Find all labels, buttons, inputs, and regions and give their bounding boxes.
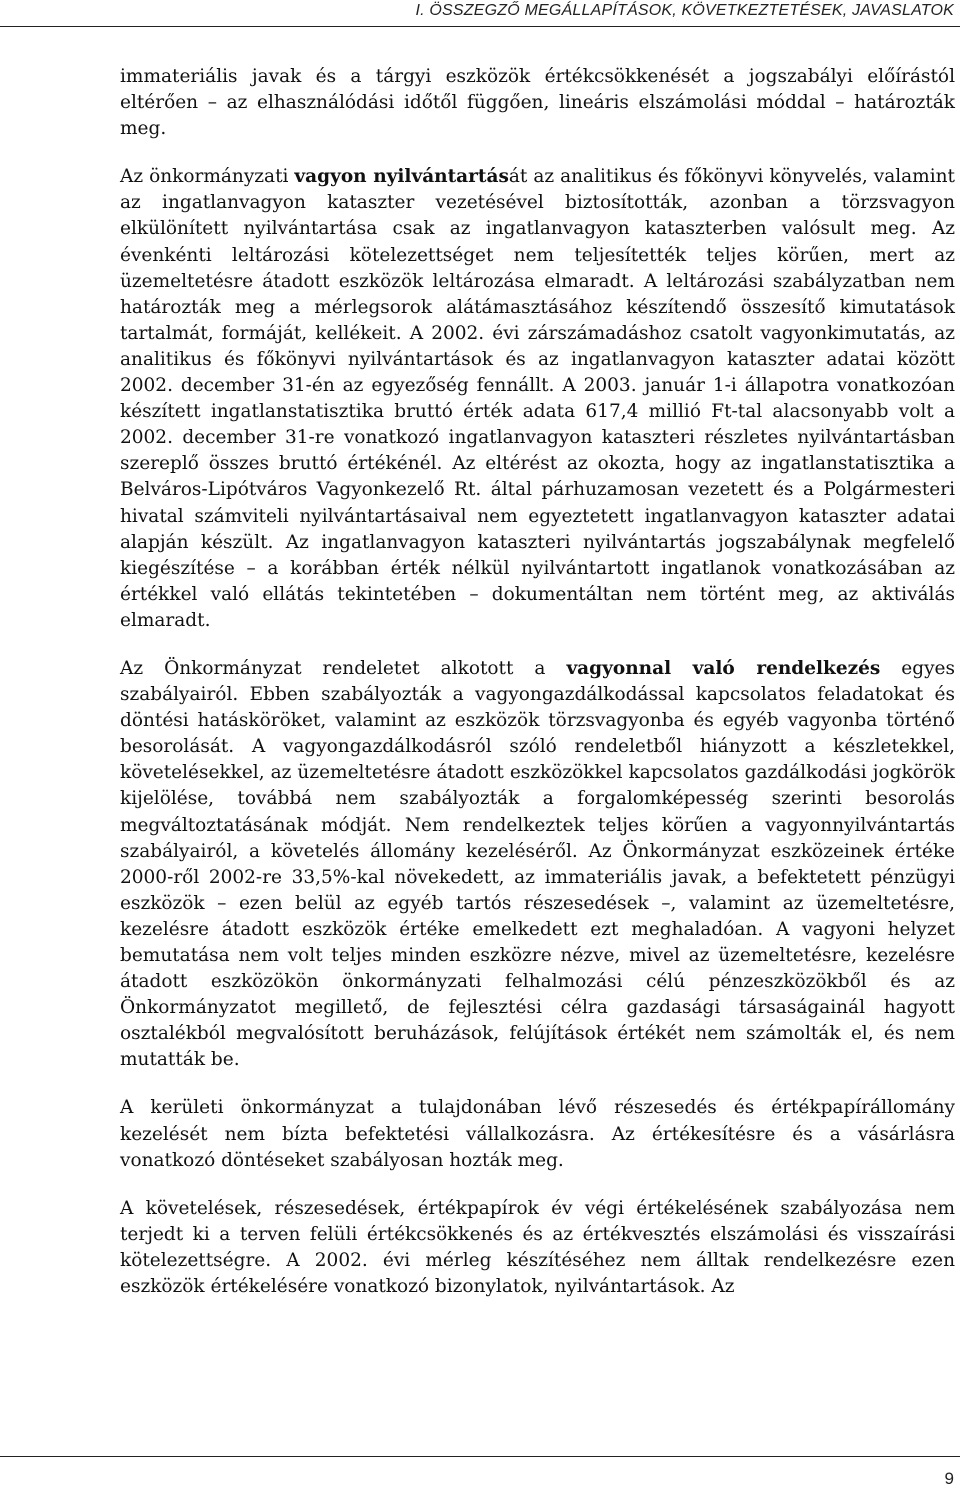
paragraph-3	[120, 656, 955, 1074]
paragraph-2-emphasis: vagyon nyilvántartás	[294, 166, 509, 188]
paragraph-2	[120, 164, 955, 634]
paragraph-2-body: át az analitikus és főkönyvi könyvelés, valamint az ingatlanvagyon kataszter vezetésével biztosították, azonban a törzsvagyon elkülönített nyilvántartása csak az ingatlanvagyon kataszterben valósult meg. Az évenkénti leltározási kötelezettséget nem teljesítették teljes körűen, mert az üzemeltetésre átadott eszközök leltározása elmaradt. A leltározási szabályzatban nem határozták meg a mérlegsorok alátámasztásához készítendő összesítő kimutatások tartalmát, formáját, kellékeit. A 2002. évi zárszámadáshoz csatolt vagyonkimutatás, az analitikus és főkönyvi nyilvántartások és az ingatlanvagyon kataszter adatai között 2002. december 31-én az egyezőség fennállt. A 2003. január 1-i állapotra vonatkozóan készített ingatlanstatisztika bruttó érték adata 617,4 millió Ft-tal alacsonyabb volt a 2002. december 31-re vonatkozó ingatlanvagyon kataszteri részletes nyilvántartásban szereplő összes bruttó értékénél. Az eltérést az okozta, hogy az ingatlanstatisztika a Belváros-Lipótváros Vagyonkezelő Rt. által párhuzamosan vezetett és a Polgármesteri hivatal számviteli nyilvántartásaival nem egyeztetett ingatlanvagyon kataszter adatai alapján készült. Az ingatlanvagyon kataszteri nyilvántartás jogszabálynak megfelelő kiegészítése – a korábban érték nélkül nyilvántartott ingatlanok vonatkozásában az értékkel való ellátás tekintetében – dokumentáltan nem történt meg, az aktiválás elmaradt.	[120, 166, 955, 631]
page-number: 9	[944, 1469, 954, 1488]
paragraph-3-emphasis: vagyonnal való rendelkezés	[566, 657, 881, 679]
paragraph-3-intro: Az Önkormányzat rendeletet alkotott a	[120, 657, 567, 679]
running-header: I. ÖSSZEGZŐ MEGÁLLAPÍTÁSOK, KÖVETKEZTETÉSEK, JAVASLATOK	[415, 2, 954, 19]
paragraph-4: A kerületi önkormányzat a tulajdonában lévő részesedés és értékpapírállomány kezelését nem bízta befektetési vállalkozásra. Az értékesítésre és a vásárlásra vonatkozó döntéseket szabályosan hozták meg.	[120, 1097, 955, 1171]
paragraph-2-intro: Az önkormányzati	[120, 166, 295, 188]
document-body	[120, 64, 955, 1300]
footer-rule	[0, 1456, 960, 1457]
paragraph-3-body: egyes szabályairól. Ebben szabályozták a vagyongazdálkodással kapcsolatos feladatokat és döntési hatásköröket, valamint az eszközök törzsvagyonba és egyéb vagyonba történő besorolását. A vagyongazdálkodásról szóló rendeletből hiányzott a készletekkel, követelésekkel, az üzemeltetésre átadott eszközökkel kapcsolatos gazdálkodási jogkörök kijelölése, továbbá nem szabályozták a forgalomképesség szerinti besorolás megváltoztatásának módját. Nem rendelkeztek teljes körűen a vagyonnyilvántartás szabályairól, a követelés állomány kezeléséről. Az Önkormányzat eszközeinek értéke 2000-ről 2002-re 33,5%-kal növekedett, az immateriális javak, a befektetett pénzügyi eszközök – ezen belül az egyéb tartós részesedések –, valamint az üzemeltetésre, kezelésre átadott eszközök értéke emelkedett ezt meghaladóan. A vagyoni helyzet bemutatása nem volt teljes minden eszközre nézve, mivel az üzemeltetésre, kezelésre átadott eszközökön önkormányzati felhalmozási célú pénzeszközökből és az Önkormányzatot megillető, de fejlesztési célra gazdasági társaságainál hagyott osztalékból megvalósított beruházások, felújítások értékét nem számolták el, és nem mutatták be.	[120, 657, 955, 1071]
paragraph-5: A követelések, részesedések, értékpapírok év végi értékelésének szabályozása nem terjedt ki a terven felüli értékcsökkenés és az értékvesztés elszámolási és visszaírási kötelezettségre. A 2002. évi mérleg készítéséhez nem álltak rendelkezésre ezen eszközök értékelésére vonatkozó bizonylatok, nyilvántartások. Az	[120, 1197, 955, 1298]
paragraph-1: immateriális javak és a tárgyi eszközök értékcsökkenését a jogszabályi előírástól eltérően – az elhasználódási időtől függően, lineáris elszámolási móddal – határozták meg.	[120, 66, 955, 140]
header-rule	[0, 26, 960, 27]
